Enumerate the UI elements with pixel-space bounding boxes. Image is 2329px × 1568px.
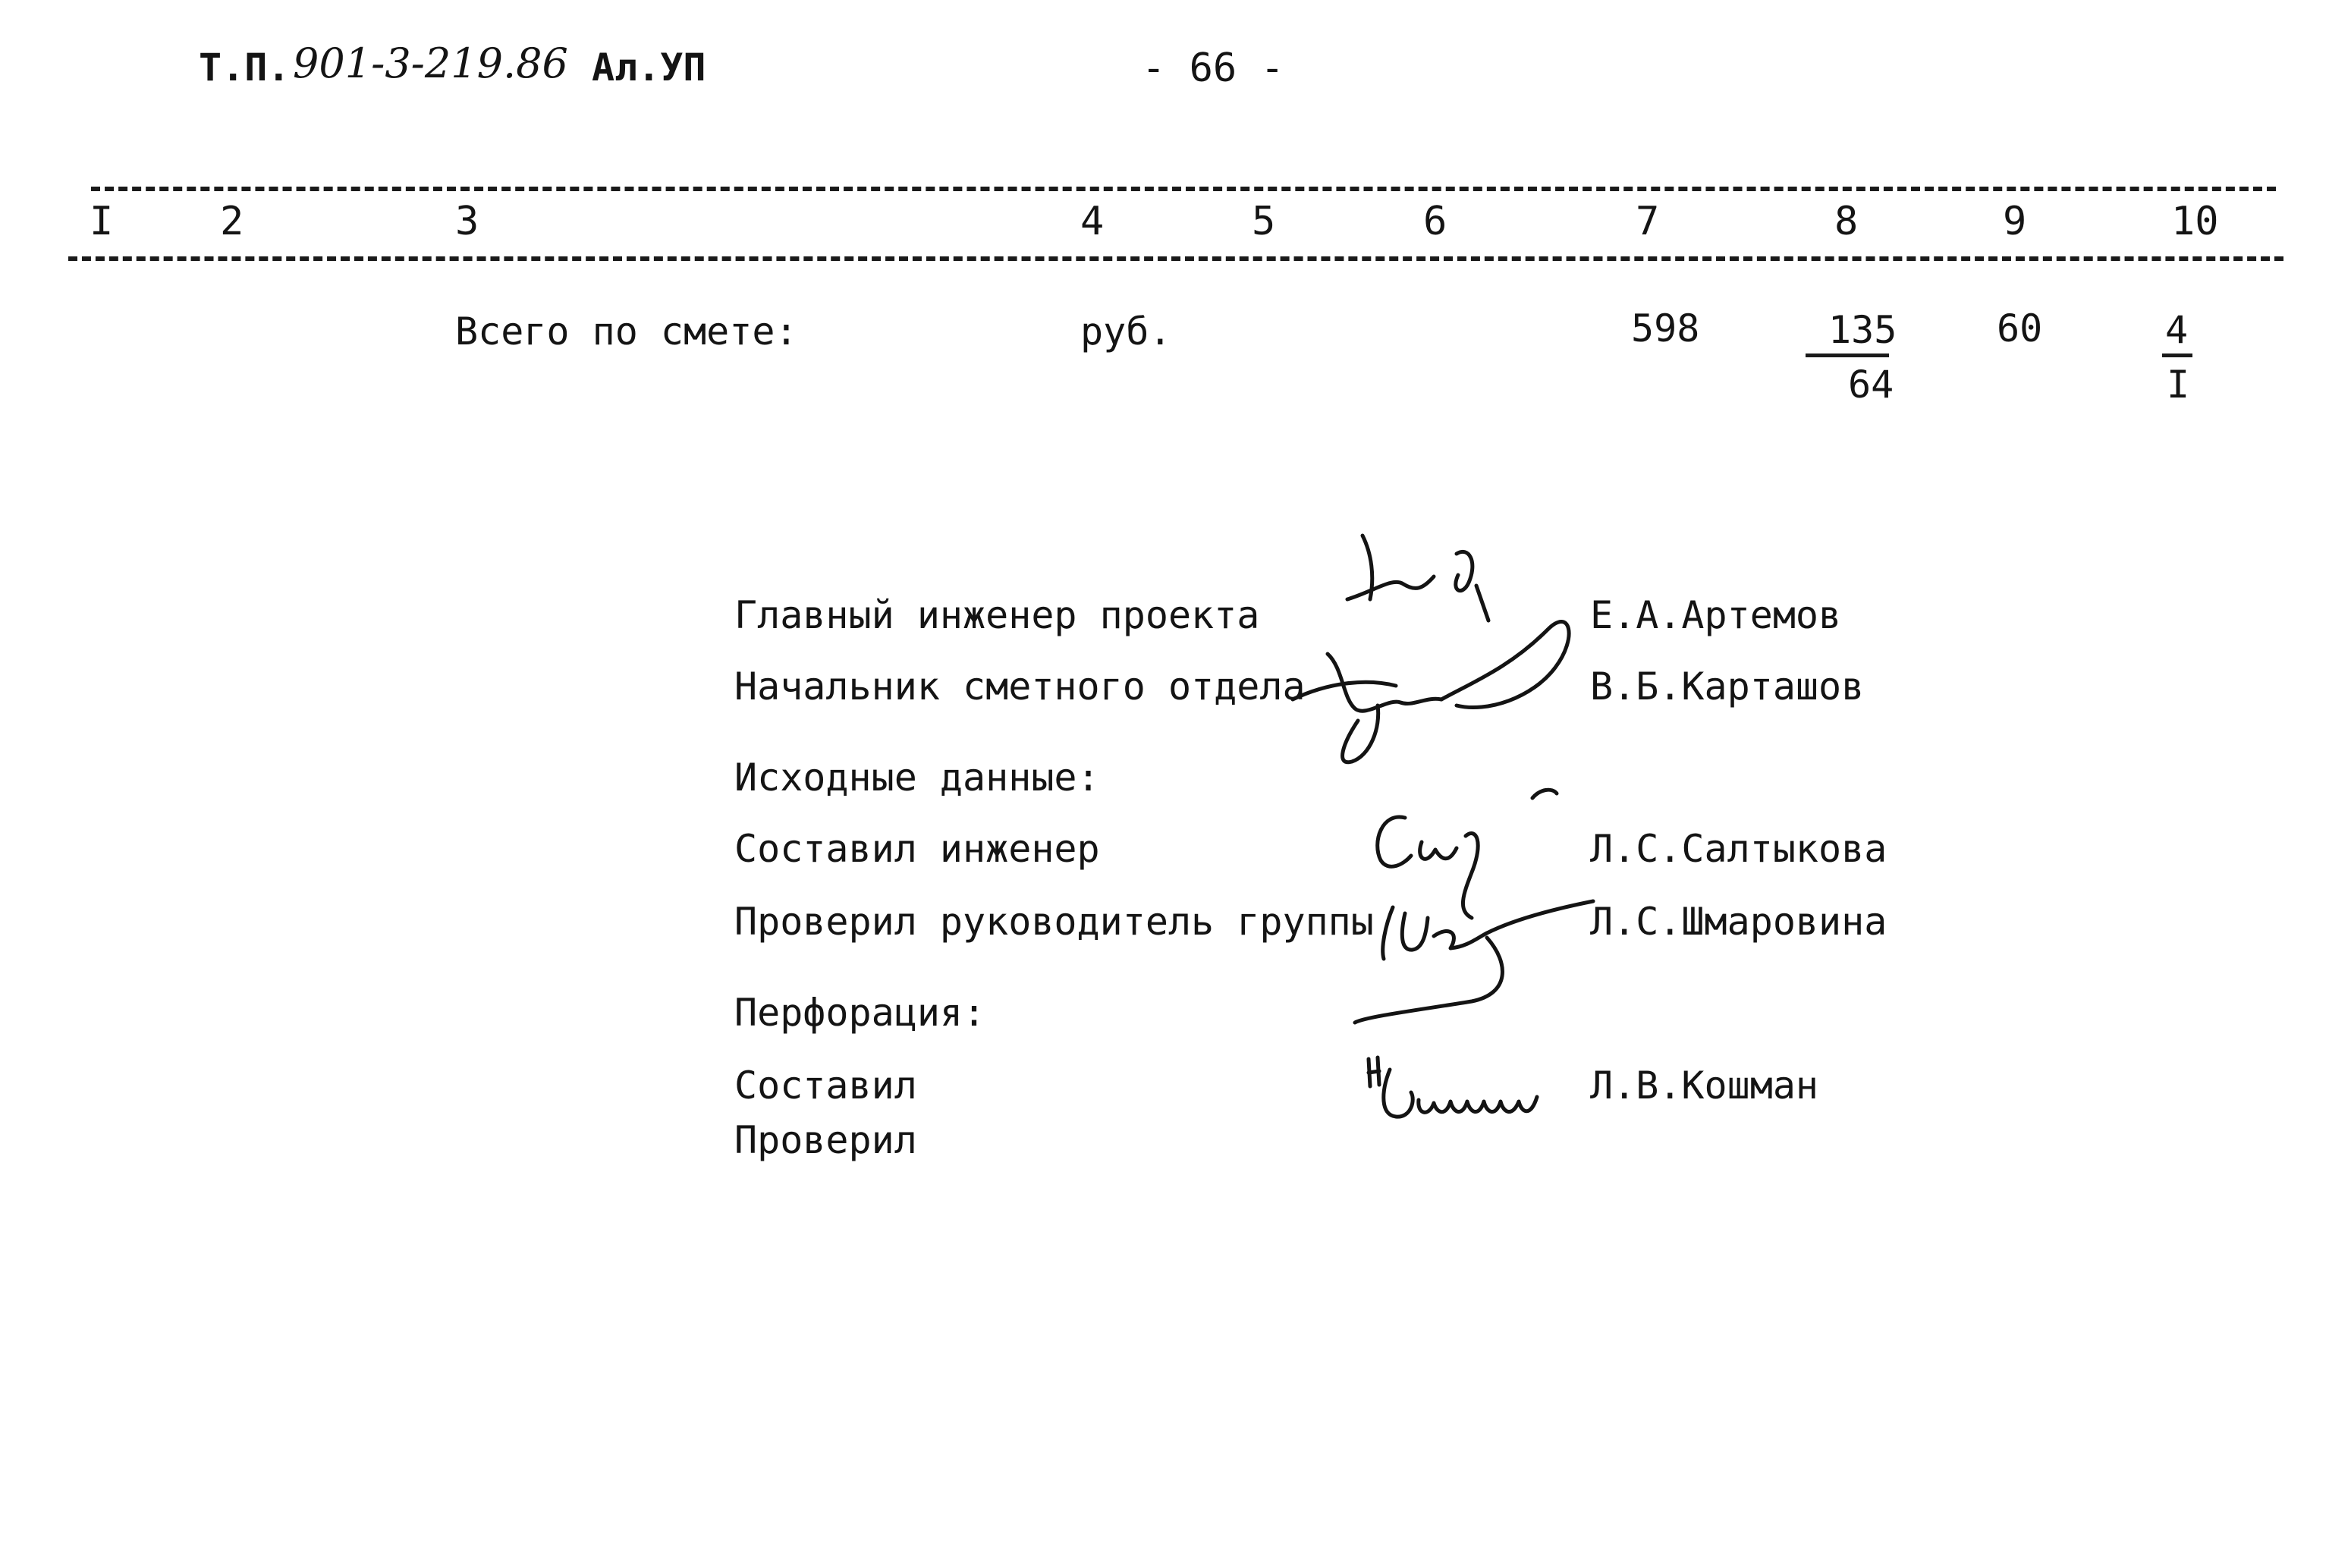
role-perforation: Перфорация: bbox=[734, 991, 986, 1035]
role-head-estimates: Начальник сметного отдела bbox=[734, 665, 1306, 709]
name-compiled-engineer: Л.С.Салтыкова bbox=[1590, 827, 1887, 871]
role-checked-group-lead: Проверил руководитель группы bbox=[734, 900, 1374, 944]
role-compiled: Составил bbox=[734, 1064, 917, 1108]
column-number-4: 4 bbox=[1080, 199, 1105, 244]
signature-checked-group-lead bbox=[1355, 901, 1593, 1023]
total-col8-top: 135 bbox=[1828, 308, 1897, 352]
total-col10-top: 4 bbox=[2165, 308, 2189, 352]
name-compiled-perforation: Л.В.Кошман bbox=[1590, 1064, 1819, 1108]
column-number-1: I bbox=[90, 199, 114, 244]
column-number-10: 10 bbox=[2171, 199, 2219, 244]
column-number-3: 3 bbox=[455, 199, 479, 244]
name-head-estimates: В.Б.Карташов bbox=[1590, 665, 1865, 709]
page-number: - 66 - bbox=[1142, 46, 1284, 91]
signature-compiled-engineer bbox=[1378, 790, 1557, 918]
total-col7: 598 bbox=[1631, 306, 1700, 350]
column-number-5: 5 bbox=[1252, 199, 1276, 244]
role-compiled-engineer: Составил инженер bbox=[734, 827, 1100, 871]
role-chief-engineer: Главный инженер проекта bbox=[734, 593, 1260, 637]
role-checked: Проверил bbox=[734, 1118, 917, 1162]
column-number-7: 7 bbox=[1636, 199, 1660, 244]
total-col10-bottom: I bbox=[2167, 363, 2190, 407]
total-unit: руб. bbox=[1080, 310, 1172, 354]
project-code: 901-3-219.86 bbox=[293, 39, 568, 87]
role-source-data: Исходные данные: bbox=[734, 756, 1100, 800]
name-checked-group-lead: Л.С.Шмаровина bbox=[1590, 900, 1887, 944]
total-label: Всего по смете: bbox=[455, 310, 798, 354]
album-number: Ал.УП bbox=[592, 46, 706, 90]
signature-perforation-compiled bbox=[1369, 1057, 1537, 1117]
column-number-9: 9 bbox=[2003, 199, 2027, 244]
column-number-2: 2 bbox=[220, 199, 244, 244]
doc-prefix: Т.П. bbox=[199, 46, 291, 90]
column-number-6: 6 bbox=[1423, 199, 1447, 244]
signature-chief-engineer bbox=[1347, 536, 1488, 621]
name-chief-engineer: Е.А.Артемов bbox=[1590, 593, 1842, 637]
column-number-8: 8 bbox=[1834, 199, 1859, 244]
total-col9: 60 bbox=[1997, 306, 2043, 350]
total-col8-bottom: 64 bbox=[1848, 363, 1894, 407]
signature-head-estimates bbox=[1293, 622, 1569, 762]
